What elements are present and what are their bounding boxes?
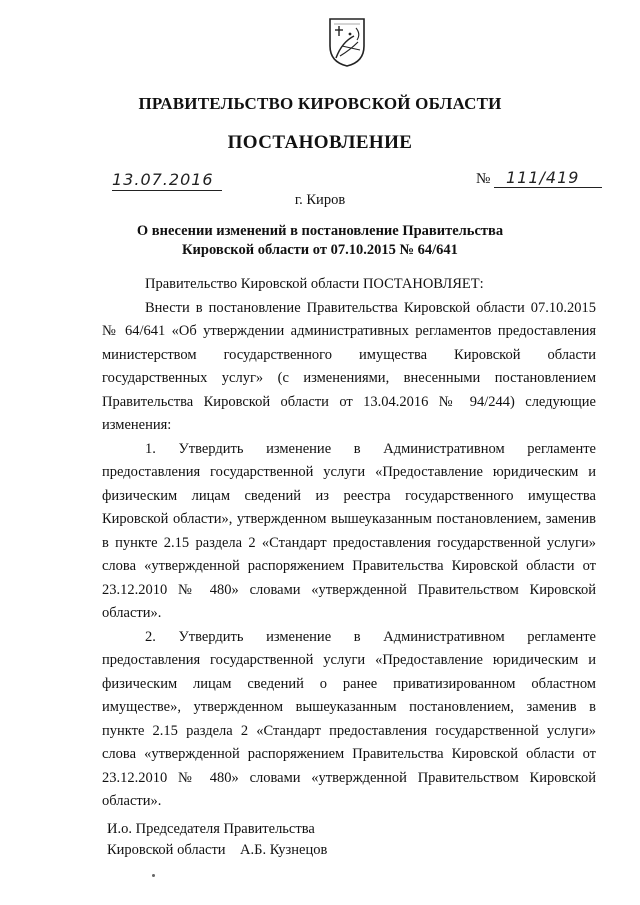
- document-type: ПОСТАНОВЛЕНИЕ: [227, 132, 413, 153]
- subject-line-1: О внесении изменений в постановление Правительства: [136, 223, 504, 239]
- scan-speck: [152, 874, 155, 877]
- kirov-coat-of-arms-icon: [328, 16, 366, 68]
- paragraph-item-2: 2. Утвердить изменение в Административном регламенте предоставления государственной услуги «Предоставление юридическим и физическим лицам сведений о ранее приватизированном областном имуществе», утвержденном вышеуказанным постановлением, заменив в пункте 2.15 раздела 2 «Стандарт предоставления государственной услуги» слова «утвержденной распоряжением Правительства Кировской области от 23.12.2010 № 480» словами «утвержденной Правительством Кировской области».: [102, 628, 596, 809]
- government-title: ПРАВИТЕЛЬСТВО КИРОВСКОЙ ОБЛАСТИ: [138, 94, 502, 113]
- signature-position: И.о. Председателя Правительства: [107, 821, 315, 837]
- document-body: [102, 273, 596, 814]
- signature-name: Кировской области А.Б. Кузнецов: [107, 842, 328, 858]
- subject-line-2: Кировской области от 07.10.2015 № 64/641: [182, 242, 458, 258]
- document-number: 111/419: [494, 168, 602, 188]
- paragraph-amendment: Внести в постановление Правительства Кировской области 07.10.2015 № 64/641 «Об утверждении административных регламентов предоставления министерством государственного имущества Кировской области государственных услуг» (с изменениями, внесенными постановлением Правительства Кировской области от 13.04.2016 № 94/244) следующие изменения:: [102, 299, 596, 433]
- paragraph-item-1: 1. Утвердить изменение в Административном регламенте предоставления государственной услуги «Предоставление юридическим и физическим лицам сведений из реестра государственного имущества Кировской области», утвержденном вышеуказанным постановлением, заменив в пункте 2.15 раздела 2 «Стандарт предоставления государственной услуги» слова «утвержденной распоряжением Правительства Кировской области от 23.12.2010 № 480» словами «утвержденной Правительством Кировской области».: [102, 440, 596, 621]
- city: г. Киров: [294, 192, 346, 208]
- document-subject: [0, 222, 640, 260]
- document-date: 13.07.2016: [112, 170, 222, 191]
- resolution-intro: Правительство Кировской области ПОСТАНОВЛЯЕТ:: [145, 276, 484, 292]
- signature-block: [107, 819, 507, 861]
- number-label: №: [476, 171, 491, 187]
